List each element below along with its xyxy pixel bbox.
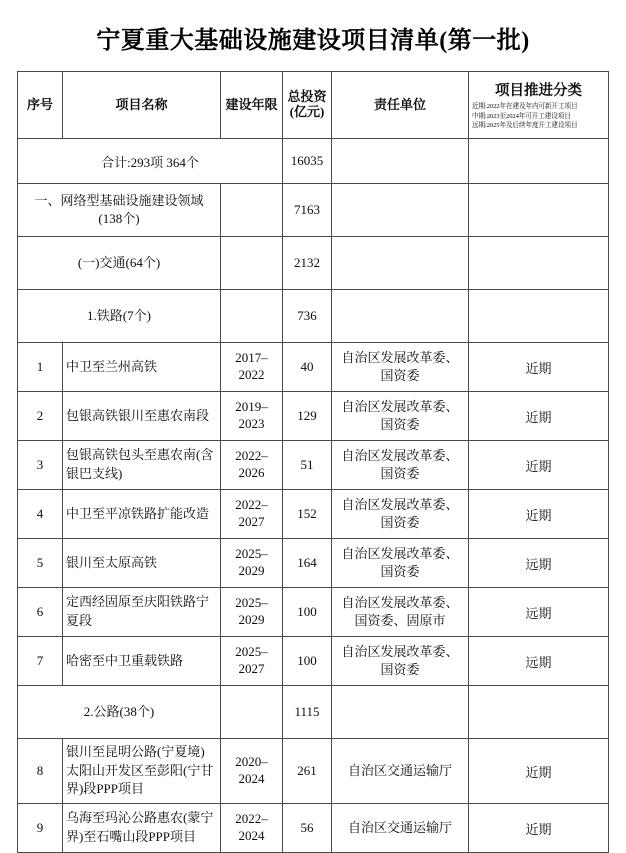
section-label-network: 一、网络型基础设施建设领域 (138个) bbox=[18, 184, 221, 237]
row-project-name: 中卫至兰州高铁 bbox=[63, 343, 221, 392]
row-category: 远期 bbox=[469, 539, 609, 588]
summary-unit-empty bbox=[332, 139, 469, 184]
row-construction-years: 2025– 2029 bbox=[221, 588, 283, 637]
row-construction-years: 2017– 2022 bbox=[221, 343, 283, 392]
row-responsible-unit: 自治区交通运输厅 bbox=[332, 804, 469, 853]
section-label-highway: 2.公路(38个) bbox=[18, 686, 221, 739]
section-label-railway: 1.铁路(7个) bbox=[18, 290, 221, 343]
section-unit-empty-3 bbox=[332, 686, 469, 739]
category-note-mid: 中期:2023至2024年可开工建设项目 bbox=[472, 112, 571, 120]
section-row-transport bbox=[18, 237, 609, 290]
column-header-responsible-unit: 责任单位 bbox=[332, 72, 469, 139]
row-total-investment: 40 bbox=[283, 343, 332, 392]
column-header-construction-years: 建设年限 bbox=[221, 72, 283, 139]
section-category-empty-0 bbox=[469, 184, 609, 237]
row-total-investment: 100 bbox=[283, 637, 332, 686]
section-row-railway bbox=[18, 290, 609, 343]
row-project-name: 银川至太原高铁 bbox=[63, 539, 221, 588]
row-index: 3 bbox=[18, 441, 63, 490]
project-list-table bbox=[17, 71, 609, 853]
row-construction-years: 2019– 2023 bbox=[221, 392, 283, 441]
row-project-name: 乌海至玛沁公路惠农(蒙宁界)至石嘴山段PPP项目 bbox=[63, 804, 221, 853]
row-category: 近期 bbox=[469, 490, 609, 539]
table-row bbox=[18, 739, 609, 804]
row-responsible-unit: 自治区发展改革委、 国资委 bbox=[332, 392, 469, 441]
section-investment-transport: 2132 bbox=[283, 237, 332, 290]
row-project-name: 中卫至平凉铁路扩能改造 bbox=[63, 490, 221, 539]
row-construction-years: 2025– 2027 bbox=[221, 637, 283, 686]
category-title: 项目推进分类 bbox=[495, 83, 582, 100]
section-unit-empty-0 bbox=[332, 184, 469, 237]
row-total-investment: 56 bbox=[283, 804, 332, 853]
row-index: 9 bbox=[18, 804, 63, 853]
total-investment-label-line1: 总投资 bbox=[287, 89, 327, 105]
table-row bbox=[18, 637, 609, 686]
row-responsible-unit: 自治区发展改革委、 国资委 bbox=[332, 637, 469, 686]
row-total-investment: 51 bbox=[283, 441, 332, 490]
row-index: 1 bbox=[18, 343, 63, 392]
row-total-investment: 129 bbox=[283, 392, 332, 441]
table-row bbox=[18, 490, 609, 539]
section-investment-network: 7163 bbox=[283, 184, 332, 237]
row-index: 6 bbox=[18, 588, 63, 637]
row-category: 近期 bbox=[469, 739, 609, 804]
row-responsible-unit: 自治区发展改革委、 国资委 bbox=[332, 539, 469, 588]
column-header-index: 序号 bbox=[18, 72, 63, 139]
section-years-empty-0 bbox=[221, 184, 283, 237]
row-responsible-unit: 自治区发展改革委、 国资委 bbox=[332, 490, 469, 539]
row-construction-years: 2022– 2024 bbox=[221, 804, 283, 853]
category-note-near: 近期:2022年在建及年内可新开工项目 bbox=[472, 103, 578, 111]
column-header-total-investment bbox=[283, 72, 332, 139]
row-category: 近期 bbox=[469, 804, 609, 853]
row-responsible-unit: 自治区交通运输厅 bbox=[332, 739, 469, 804]
column-header-project-name: 项目名称 bbox=[63, 72, 221, 139]
row-category: 近期 bbox=[469, 392, 609, 441]
row-index: 8 bbox=[18, 739, 63, 804]
row-total-investment: 261 bbox=[283, 739, 332, 804]
row-total-investment: 152 bbox=[283, 490, 332, 539]
row-category: 远期 bbox=[469, 637, 609, 686]
row-index: 7 bbox=[18, 637, 63, 686]
row-category: 远期 bbox=[469, 588, 609, 637]
row-responsible-unit: 自治区发展改革委、 国资委 bbox=[332, 441, 469, 490]
section-category-empty-3 bbox=[469, 686, 609, 739]
section-unit-empty-2 bbox=[332, 290, 469, 343]
row-project-name: 哈密至中卫重载铁路 bbox=[63, 637, 221, 686]
table-row bbox=[18, 343, 609, 392]
table-row bbox=[18, 441, 609, 490]
page-title: 宁夏重大基础设施建设项目清单(第一批) bbox=[96, 28, 530, 54]
row-responsible-unit: 自治区发展改革委、 国资委 bbox=[332, 343, 469, 392]
summary-row bbox=[18, 139, 609, 184]
section-years-empty-3 bbox=[221, 686, 283, 739]
category-note-far: 远期:2025年及后续年度开工建设项目 bbox=[472, 122, 578, 130]
section-investment-highway: 1115 bbox=[283, 686, 332, 739]
section-row-highway bbox=[18, 686, 609, 739]
table-row bbox=[18, 392, 609, 441]
section-unit-empty-1 bbox=[332, 237, 469, 290]
table-row bbox=[18, 804, 609, 853]
row-construction-years: 2020– 2024 bbox=[221, 739, 283, 804]
summary-category-empty bbox=[469, 139, 609, 184]
table-header-row bbox=[18, 72, 609, 139]
summary-total-investment: 16035 bbox=[283, 139, 332, 184]
section-years-empty-2 bbox=[221, 290, 283, 343]
row-project-name: 包银高铁包头至惠农南(含银巴支线) bbox=[63, 441, 221, 490]
row-construction-years: 2025– 2029 bbox=[221, 539, 283, 588]
column-header-category bbox=[469, 72, 609, 139]
row-responsible-unit: 自治区发展改革委、 国资委、固原市 bbox=[332, 588, 469, 637]
section-investment-railway: 736 bbox=[283, 290, 332, 343]
row-construction-years: 2022– 2026 bbox=[221, 441, 283, 490]
section-years-empty-1 bbox=[221, 237, 283, 290]
row-total-investment: 164 bbox=[283, 539, 332, 588]
table-row bbox=[18, 539, 609, 588]
section-category-empty-1 bbox=[469, 237, 609, 290]
row-index: 5 bbox=[18, 539, 63, 588]
row-project-name: 银川至昆明公路(宁夏境)太阳山开发区至彭阳(宁甘界)段PPP项目 bbox=[63, 739, 221, 804]
row-project-name: 定西经固原至庆阳铁路宁夏段 bbox=[63, 588, 221, 637]
summary-label: 合计:293项 364个 bbox=[18, 139, 283, 184]
row-category: 近期 bbox=[469, 343, 609, 392]
section-label-transport: (一)交通(64个) bbox=[18, 237, 221, 290]
row-total-investment: 100 bbox=[283, 588, 332, 637]
total-investment-label-line2: (亿元) bbox=[289, 104, 325, 119]
section-category-empty-2 bbox=[469, 290, 609, 343]
table-body bbox=[18, 139, 609, 853]
row-project-name: 包银高铁银川至惠农南段 bbox=[63, 392, 221, 441]
row-construction-years: 2022– 2027 bbox=[221, 490, 283, 539]
table-row bbox=[18, 588, 609, 637]
row-category: 近期 bbox=[469, 441, 609, 490]
row-index: 4 bbox=[18, 490, 63, 539]
section-row-network bbox=[18, 184, 609, 237]
row-index: 2 bbox=[18, 392, 63, 441]
